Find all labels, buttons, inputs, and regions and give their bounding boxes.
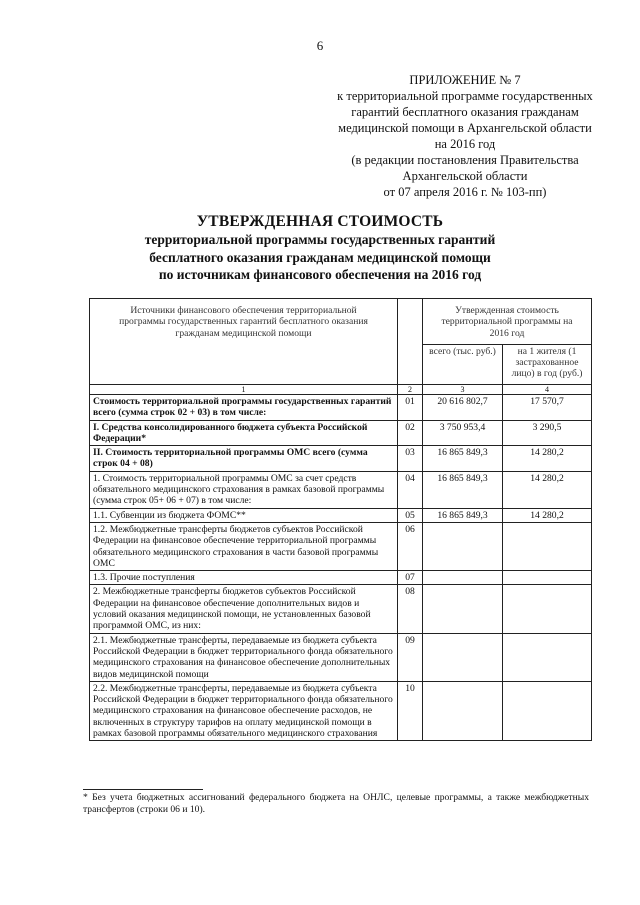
row-total: 16 865 849,3 (423, 446, 503, 472)
row-per-capita (503, 633, 592, 681)
row-code: 01 (398, 395, 423, 421)
appendix-line: гарантий бесплатного оказания гражданам (351, 105, 579, 119)
table-row (90, 420, 592, 446)
column-number: 4 (503, 385, 592, 395)
table-row (90, 571, 592, 585)
column-number: 2 (398, 385, 423, 395)
row-per-capita (503, 681, 592, 740)
row-per-capita (503, 585, 592, 633)
cost-table (89, 298, 592, 741)
row-total: 20 616 802,7 (423, 395, 503, 421)
header-code-cell (398, 299, 423, 385)
row-per-capita: 17 570,7 (503, 395, 592, 421)
appendix-line: ПРИЛОЖЕНИЕ № 7 (409, 73, 521, 87)
appendix-line: от 07 апреля 2016 г. № 103-пп) (383, 185, 547, 199)
table-row (90, 395, 592, 421)
footnote-divider (83, 789, 203, 790)
table-row (90, 681, 592, 740)
title-line: по источникам финансового обеспечения на 2016 год (158, 267, 482, 282)
row-code: 05 (398, 508, 423, 522)
row-total: 3 750 953,4 (423, 420, 503, 446)
title-line: территориальной программы государственных гарантий (144, 232, 496, 247)
row-label: 1.1. Субвенции из бюджета ФОМС** (90, 508, 398, 522)
row-label: 1. Стоимость территориальной программы ОМС за счет средств обязательного медицинского страхования в рамках базовой программы (сумма строк 05+ 06 + 07) в том числе: (90, 471, 398, 508)
row-per-capita: 14 280,2 (503, 446, 592, 472)
footnote: * Без учета бюджетных ассигнований федерального бюджета на ОНЛС, целевые программы, а также межбюджетных трансфертов (строки 06 и 10). (83, 792, 589, 815)
row-label: Стоимость территориальной программы государственных гарантий всего (сумма строк 02 + 03) в том числе: (90, 395, 398, 421)
row-code: 04 (398, 471, 423, 508)
table-row (90, 633, 592, 681)
row-total (423, 522, 503, 570)
header-total: всего (тыс. руб.) (423, 344, 503, 384)
document-title (40, 212, 600, 284)
column-number: 1 (90, 385, 398, 395)
row-label: I. Средства консолидированного бюджета субъекта Российской Федерации* (90, 420, 398, 446)
row-per-capita (503, 571, 592, 585)
appendix-line: Архангельской области (402, 169, 528, 183)
page-number: 6 (316, 38, 324, 53)
row-total (423, 585, 503, 633)
table-row (90, 585, 592, 633)
row-label: 2. Межбюджетные трансферты бюджетов субъектов Российской Федерации на финансовое обеспечение дополнительных видов и условий оказания медицинской помощи, не установленных базовой программой ОМС, из них: (90, 585, 398, 633)
title-line: бесплатного оказания гражданам медицинской помощи (149, 249, 491, 265)
row-label: 1.3. Прочие поступления (90, 571, 398, 585)
table-row (90, 471, 592, 508)
row-total: 16 865 849,3 (423, 508, 503, 522)
header-row (90, 299, 592, 345)
row-code: 03 (398, 446, 423, 472)
row-label: 2.2. Межбюджетные трансферты, передаваемые из бюджета субъекта Российской Федерации в бюджет территориального фонда обязательного медицинского страхования на финансовое обеспечение расходов, не включенных в структуру тарифов на оплату медицинской помощи в рамках базовой программы обязательного медицинского страхования (90, 681, 398, 740)
row-code: 02 (398, 420, 423, 446)
table-row (90, 508, 592, 522)
table-row (90, 446, 592, 472)
row-label: 1.2. Межбюджетные трансферты бюджетов субъектов Российской Федерации на финансовое обеспечение территориальной программы обязательного медицинского страхования в части базовой программы ОМС (90, 522, 398, 570)
row-total: 16 865 849,3 (423, 471, 503, 508)
header-approved-cost: Утвержденная стоимость территориальной программы на 2016 год (423, 299, 592, 345)
row-code: 06 (398, 522, 423, 570)
row-per-capita: 14 280,2 (503, 471, 592, 508)
title-line: УТВЕРЖДЕННАЯ СТОИМОСТЬ (196, 213, 444, 230)
row-per-capita: 14 280,2 (503, 508, 592, 522)
column-number: 3 (423, 385, 503, 395)
row-code: 08 (398, 585, 423, 633)
column-number-row (90, 385, 592, 395)
appendix-line: (в редакции постановления Правительства (351, 153, 579, 167)
appendix-line: к территориальной программе государственных (337, 89, 593, 103)
row-code: 07 (398, 571, 423, 585)
header-per-capita: на 1 жителя (1 застрахованное лицо) в год (руб.) (503, 344, 592, 384)
row-code: 10 (398, 681, 423, 740)
row-total (423, 681, 503, 740)
row-code: 09 (398, 633, 423, 681)
row-label: II. Стоимость территориальной программы ОМС всего (сумма строк 04 + 08) (90, 446, 398, 472)
appendix-line: на 2016 год (434, 137, 496, 151)
appendix-block (300, 72, 630, 200)
row-label: 2.1. Межбюджетные трансферты, передаваемые из бюджета субъекта Российской Федерации в бюджет территориального фонда обязательного медицинского страхования на финансовое обеспечение дополнительных видов медицинской помощи (90, 633, 398, 681)
appendix-line: медицинской помощи в Архангельской области (338, 121, 592, 135)
table-row (90, 522, 592, 570)
row-total (423, 571, 503, 585)
row-total (423, 633, 503, 681)
header-sources: Источники финансового обеспечения территориальной программы государственных гарантий бесплатного оказания гражданам медицинской помощи (90, 299, 398, 385)
row-per-capita: 3 290,5 (503, 420, 592, 446)
row-per-capita (503, 522, 592, 570)
